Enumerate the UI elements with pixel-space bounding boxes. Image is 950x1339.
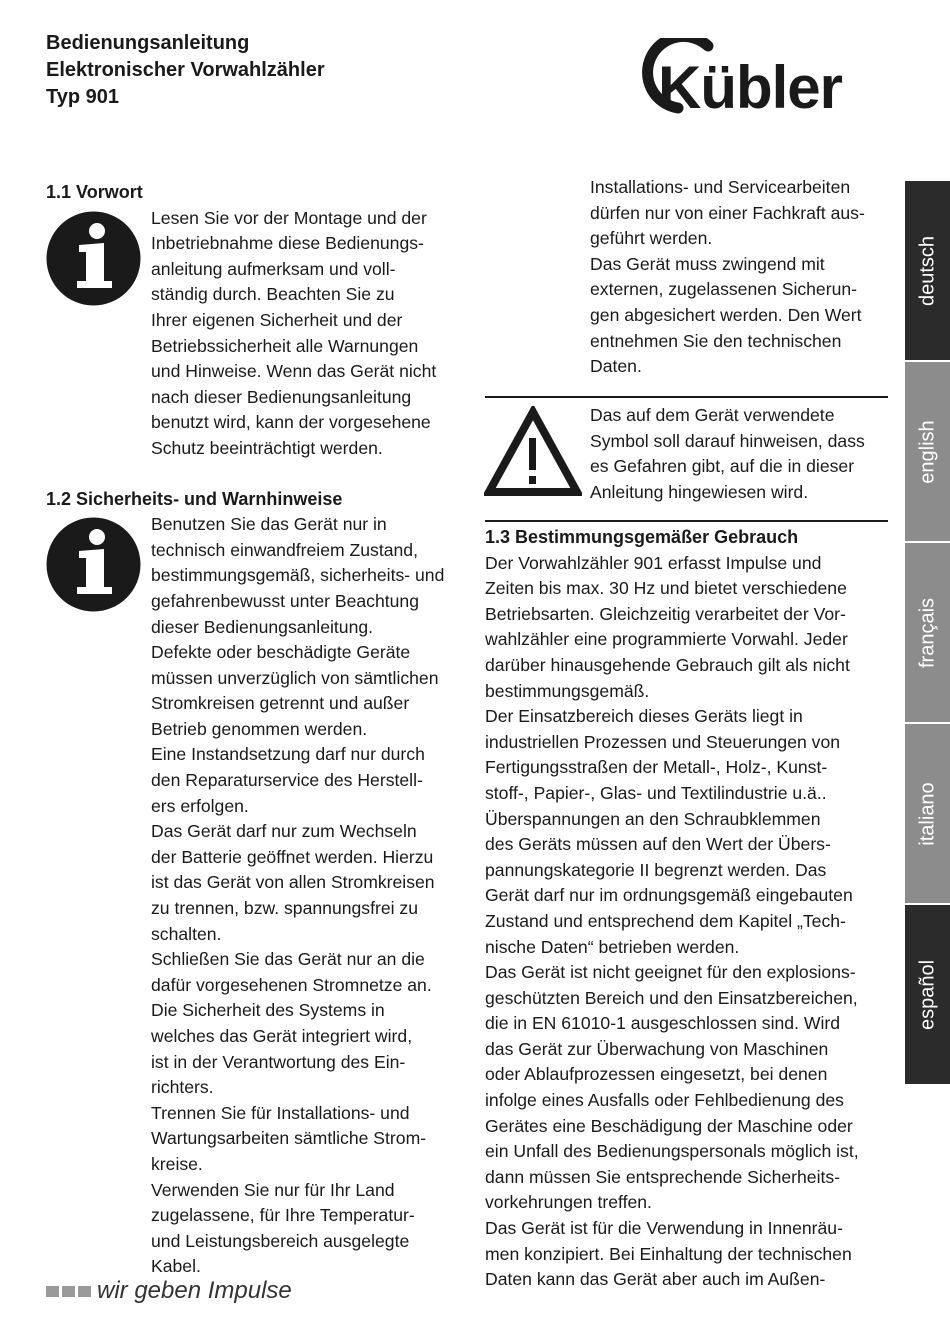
divider xyxy=(485,396,888,398)
section-1-3-line: nische Daten“ betrieben werden. xyxy=(485,936,740,957)
section-1-1-line: und Hinweise. Wenn das Gerät nicht xyxy=(151,361,437,382)
warning-text xyxy=(590,403,900,505)
section-1-2-line: bestimmungsgemäß, sicherheits- und xyxy=(151,565,445,586)
section-1-2-line: Eine Instandsetzung darf nur durch xyxy=(151,744,425,765)
right-top-line: Das Gerät muss zwingend mit xyxy=(590,253,825,274)
section-1-3-line: des Geräts müssen auf den Wert der Übers- xyxy=(485,834,831,855)
section-1-2-line: dieser Bedienungsanleitung. xyxy=(151,616,374,637)
tab-label: deutsch xyxy=(916,235,938,306)
section-1-3-heading: 1.3 Bestimmungsgemäßer Gebrauch xyxy=(485,527,799,547)
section-1-3-line: oder Ablaufprozessen eingesetzt, bei denen xyxy=(485,1064,828,1085)
section-1-3-line: wahlzähler eine programmierte Vorwahl. Jeder xyxy=(485,629,848,650)
section-1-2-line: müssen unverzüglich von sämtlichen xyxy=(151,667,439,688)
section-1-3-line: industriellen Prozessen und Steuerungen von xyxy=(485,731,841,752)
section-1-1-line: Schutz beeinträchtigt werden. xyxy=(151,437,383,458)
section-1-2-line: technisch einwandfreiem Zustand, xyxy=(151,539,418,560)
section-1-3-line: geschützten Bereich und den Einsatzbereichen, xyxy=(485,987,858,1008)
section-1-3-line: Gerät darf nur im ordnungsgemäß eingebauten xyxy=(485,885,853,906)
section-1-3-line: ein Unfall des Bedienungspersonals möglich ist, xyxy=(485,1141,859,1162)
section-1-2-line: richters. xyxy=(151,1077,214,1098)
section-1-2-line: schalten. xyxy=(151,923,222,944)
right-top-line: Daten. xyxy=(590,356,642,377)
section-1-3-line: Betriebsarten. Gleichzeitig verarbeitet der Vor- xyxy=(485,603,846,624)
section-1-3-text xyxy=(485,551,900,1293)
logo-wordmark: Kübler xyxy=(658,54,843,114)
section-1-2-line: der Batterie geöffnet werden. Hierzu xyxy=(151,846,434,867)
section-1-2-line: Das Gerät darf nur zum Wechseln xyxy=(151,821,417,842)
info-icon xyxy=(46,517,141,612)
warning-line: Das auf dem Gerät verwendete xyxy=(590,405,835,425)
section-1-1-text xyxy=(151,206,466,462)
section-1-3-line: men konzipiert. Bei Einhaltung der technischen xyxy=(485,1243,852,1264)
right-top-line: dürfen nur von einer Fachkraft aus- xyxy=(590,202,865,223)
right-top-line: Installations- und Servicearbeiten xyxy=(590,177,851,197)
tab-label: english xyxy=(916,419,938,484)
section-1-3-line: Fertigungsstraßen der Metall-, Holz-, Kunst- xyxy=(485,757,828,778)
section-1-2-line: ist das Gerät von allen Stromkreisen xyxy=(151,872,435,893)
document-title xyxy=(46,30,325,111)
tab-italiano[interactable] xyxy=(905,724,950,903)
section-1-3-line: das Gerät zur Überwachung von Maschinen xyxy=(485,1038,829,1059)
section-1-2-line: Stromkreisen getrennt und außer xyxy=(151,693,410,714)
warning-line: es Gefahren gibt, auf die in dieser xyxy=(590,456,855,477)
right-top-line: geführt werden. xyxy=(590,228,713,249)
section-1-2-line: ers erfolgen. xyxy=(151,795,249,816)
section-1-1-line: anleitung aufmerksam und voll- xyxy=(151,258,396,279)
section-1-2-line: zu trennen, bzw. spannungsfrei zu xyxy=(151,898,419,919)
section-1-3-line: pannungskategorie II begrenzt werden. Das xyxy=(485,859,827,880)
kuebler-logo xyxy=(638,38,910,114)
section-1-2-line: Kabel. xyxy=(151,1256,201,1277)
section-1-2-line: Wartungsarbeiten sämtliche Strom- xyxy=(151,1128,427,1149)
section-1-3-line: stoff-, Papier-, Glas- und Textilindustrie u.ä.. xyxy=(485,782,827,803)
section-1-1-line: Ihrer eigenen Sicherheit und der xyxy=(151,309,403,330)
section-1-2-heading: 1.2 Sicherheits- und Warnhinweise xyxy=(46,488,343,509)
footer-squares-icon xyxy=(46,1286,91,1297)
section-1-3-line: dann müssen Sie entsprechende Sicherheits- xyxy=(485,1166,841,1187)
section-1-2-line: dafür vorgesehenen Stromnetze an. xyxy=(151,974,432,995)
tab-español[interactable] xyxy=(905,905,950,1084)
section-1-3-line: Daten kann das Gerät aber auch im Außen- xyxy=(485,1269,826,1290)
section-1-2-line: Verwenden Sie nur für Ihr Land xyxy=(151,1179,395,1200)
title-line-1: Bedienungsanleitung xyxy=(46,32,250,54)
section-1-2-line: ist in der Verantwortung des Ein- xyxy=(151,1051,406,1072)
tab-français[interactable] xyxy=(905,543,950,722)
section-1-3-line: Das Gerät ist nicht geeignet für den explosions- xyxy=(485,962,856,983)
section-1-2-line: und Leistungsbereich ausgelegte xyxy=(151,1230,410,1251)
section-1-2-line: den Reparaturservice des Herstell- xyxy=(151,770,423,791)
section-1-3 xyxy=(485,525,900,1293)
title-line-3: Typ 901 xyxy=(46,86,119,108)
section-1-3-line: infolge eines Ausfalls oder Fehlbedienung des xyxy=(485,1090,844,1111)
section-1-3-line: Der Einsatzbereich dieses Geräts liegt in xyxy=(485,706,803,727)
section-1-3-line: vorkehrungen treffen. xyxy=(485,1192,652,1213)
section-1-3-line: Zustand und entsprechend dem Kapitel „Tech- xyxy=(485,910,846,931)
section-1-1-line: Lesen Sie vor der Montage und der xyxy=(151,207,427,228)
section-1-2-line: zugelassene, für Ihre Temperatur- xyxy=(151,1205,415,1226)
section-1-2-line: Benutzen Sie das Gerät nur in xyxy=(151,514,387,535)
right-top-line: entnehmen Sie den technischen xyxy=(590,330,842,351)
tab-label: español xyxy=(916,959,938,1030)
section-1-2-line: kreise. xyxy=(151,1153,203,1174)
section-1-2-line: Schließen Sie das Gerät nur an die xyxy=(151,949,425,970)
title-line-2: Elektronischer Vorwahlzähler xyxy=(46,59,325,81)
section-1-2-line: Defekte oder beschädigte Geräte xyxy=(151,642,411,663)
section-1-2-line: gefahrenbewusst unter Beachtung xyxy=(151,590,420,611)
tab-label: français xyxy=(916,597,938,668)
tab-english[interactable] xyxy=(905,362,950,541)
section-1-2-text xyxy=(151,512,466,1280)
footer xyxy=(46,1277,292,1305)
section-1-2-line: welches das Gerät integriert wird, xyxy=(151,1026,413,1046)
right-top-line: externen, zugelassenen Sicherun- xyxy=(590,279,858,300)
warning-line: Anleitung hingewiesen wird. xyxy=(590,481,809,502)
info-icon xyxy=(46,211,141,306)
divider xyxy=(485,520,888,522)
left-column xyxy=(46,180,466,1280)
section-1-3-line: die in EN 61010-1 ausgeschlossen sind. Wird xyxy=(485,1013,841,1034)
footer-slogan: wir geben Impulse xyxy=(97,1277,292,1304)
warning-line: Symbol soll darauf hinweisen, dass xyxy=(590,430,865,451)
language-tabs xyxy=(905,181,950,1086)
right-top-line: gen abgesichert werden. Den Wert xyxy=(590,304,862,325)
right-top-text xyxy=(590,175,900,380)
section-1-1-line: nach dieser Bedienungsanleitung xyxy=(151,386,412,407)
section-1-2-line: Die Sicherheit des Systems in xyxy=(151,1000,385,1021)
section-1-3-line: bestimmungsgemäß. xyxy=(485,680,650,701)
section-1-1-line: benutzt wird, kann der vorgesehene xyxy=(151,412,431,433)
tab-deutsch[interactable] xyxy=(905,181,950,360)
section-1-2-line: Betrieb genommen werden. xyxy=(151,718,368,739)
section-1-1-heading: 1.1 Vorwort xyxy=(46,182,143,202)
section-1-3-line: Das Gerät ist für die Verwendung in Innenräu- xyxy=(485,1218,843,1239)
tab-label: italiano xyxy=(916,781,938,846)
section-1-3-line: Überspannungen an den Schraubklemmen xyxy=(485,808,821,829)
warning-triangle-icon xyxy=(484,406,582,496)
section-1-3-line: darüber hinausgehende Gebrauch gilt als nicht xyxy=(485,654,850,675)
section-1-1-line: ständig durch. Beachten Sie zu xyxy=(151,284,395,305)
section-1-3-line: Der Vorwahlzähler 901 erfasst Impulse und xyxy=(485,552,822,573)
section-1-1-line: Inbetriebnahme diese Bedienungs- xyxy=(151,233,424,254)
section-1-1-line: Betriebssicherheit alle Warnungen xyxy=(151,335,419,356)
section-1-3-line: Zeiten bis max. 30 Hz und bietet verschiedene xyxy=(485,578,847,599)
section-1-3-line: Gerätes eine Beschädigung der Maschine oder xyxy=(485,1115,853,1136)
section-1-2-line: Trennen Sie für Installations- und xyxy=(151,1102,410,1123)
